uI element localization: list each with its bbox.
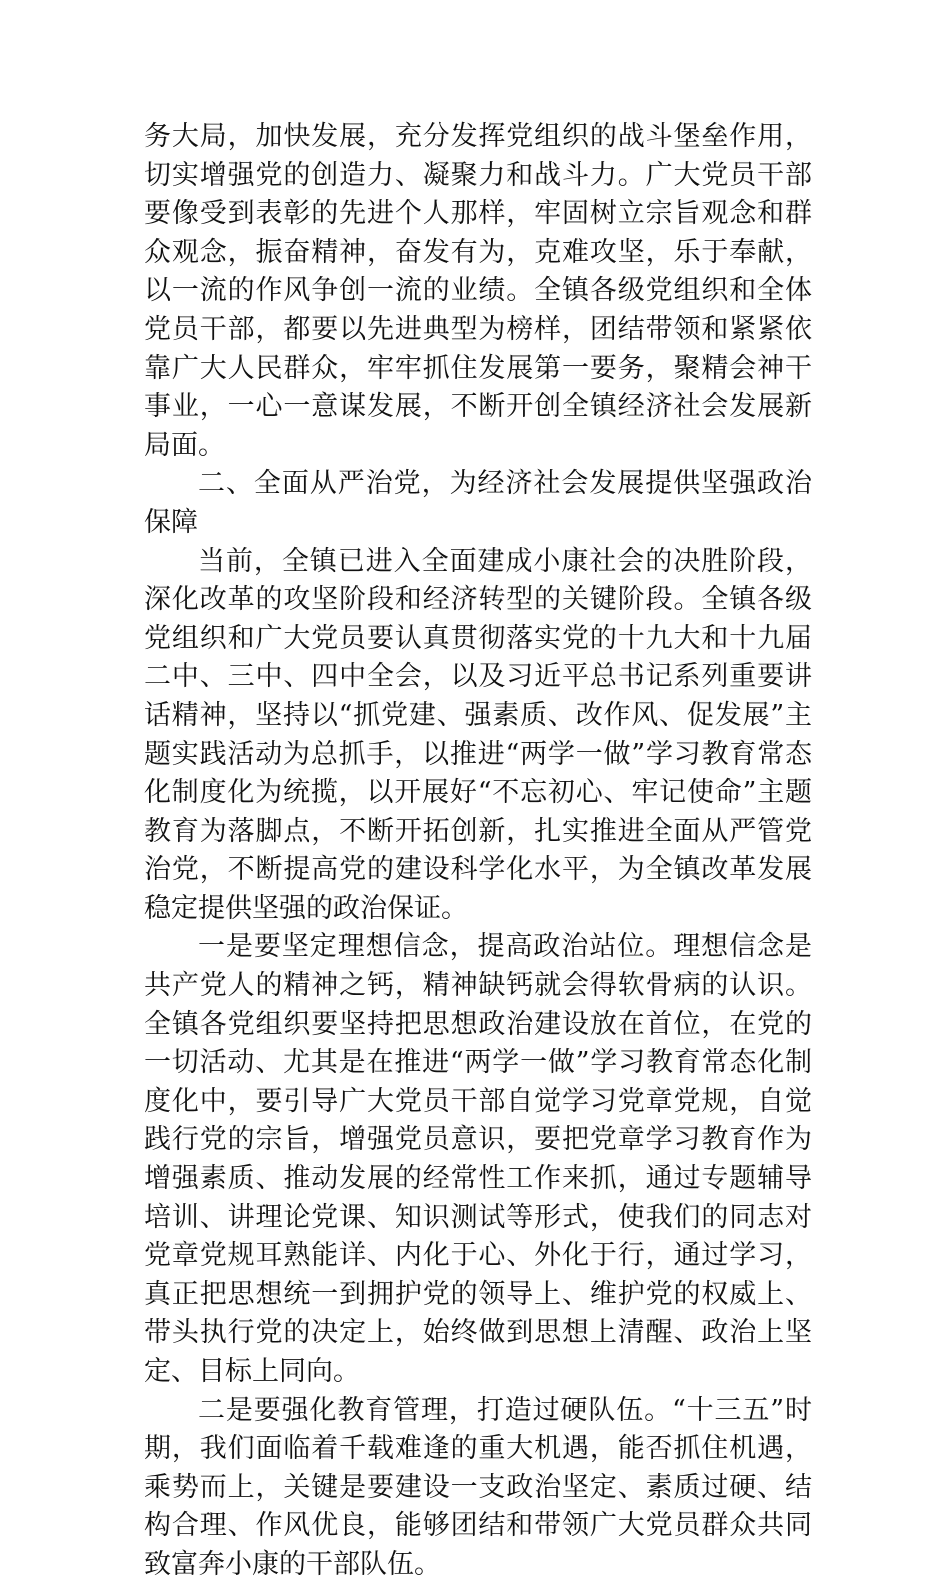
paragraph-ideals-beliefs: 一是要坚定理想信念，提高政治站位。理想信念是共产党人的精神之钙，精神缺钙就会得软骨病的认识。全镇各党组织要坚持把思想政治建设放在首位，在党的一切活动、尤其是在推进“两学一做”学习教育常态化制度化中，要引导广大党员干部自觉学习党章党规，自觉践行党的宗旨，增强党员意识，要把党章学习教育作为增强素质、推动发展的经常性工作来抓，通过专题辅导培训、讲理论党课、知识测试等形式，使我们的同志对党章党规耳熟能详、内化于心、外化于行，通过学习，真正把思想统一到拥护党的领导上、维护党的权威上、带头执行党的决定上，始终做到思想上清醒、政治上坚定、目标上同向。 [144, 931, 812, 1387]
paragraph-education-management: 二是要强化教育管理，打造过硬队伍。“十三五”时期，我们面临着千载难逢的重大机遇，能否抓住机遇，乘势而上，关键是要建设一支政治坚定、素质过硬、结构合理、作风优良，能够团结和带领广大党员群众共同致富奔小康的干部队伍。 [144, 1394, 812, 1580]
paragraph-current-stage: 当前，全镇已进入全面建成小康社会的决胜阶段，深化改革的攻坚阶段和经济转型的关键阶段。全镇各级党组织和广大党员要认真贯彻落实党的十九大和十九届二中、三中、四中全会，以及习近平总书记系列重要讲话精神，坚持以“抓党建、强素质、改作风、促发展”主题实践活动为总抓手，以推进“两学一做”学习教育常态化制度化为统揽，以开展好“不忘初心、牢记使命”主题教育为落脚点，不断开拓创新，扎实推进全面从严管党治党，不断提高党的建设科学化水平，为全镇改革发展稳定提供坚强的政治保证。 [144, 545, 812, 924]
paragraph-continuation: 务大局，加快发展，充分发挥党组织的战斗堡垒作用，切实增强党的创造力、凝聚力和战斗力。广大党员干部要像受到表彰的先进个人那样，牢固树立宗旨观念和群众观念，振奋精神，奋发有为，克难攻坚，乐于奉献，以一流的作风争创一流的业绩。全镇各级党组织和全体党员干部，都要以先进典型为榜样，团结带领和紧紧依靠广大人民群众，牢牢抓住发展第一要务，聚精会神干事业，一心一意谋发展，不断开创全镇经济社会发展新局面。 [144, 121, 812, 461]
document-page [144, 118, 812, 1585]
section-heading: 二、全面从严治党，为经济社会发展提供坚强政治保障 [144, 468, 812, 538]
